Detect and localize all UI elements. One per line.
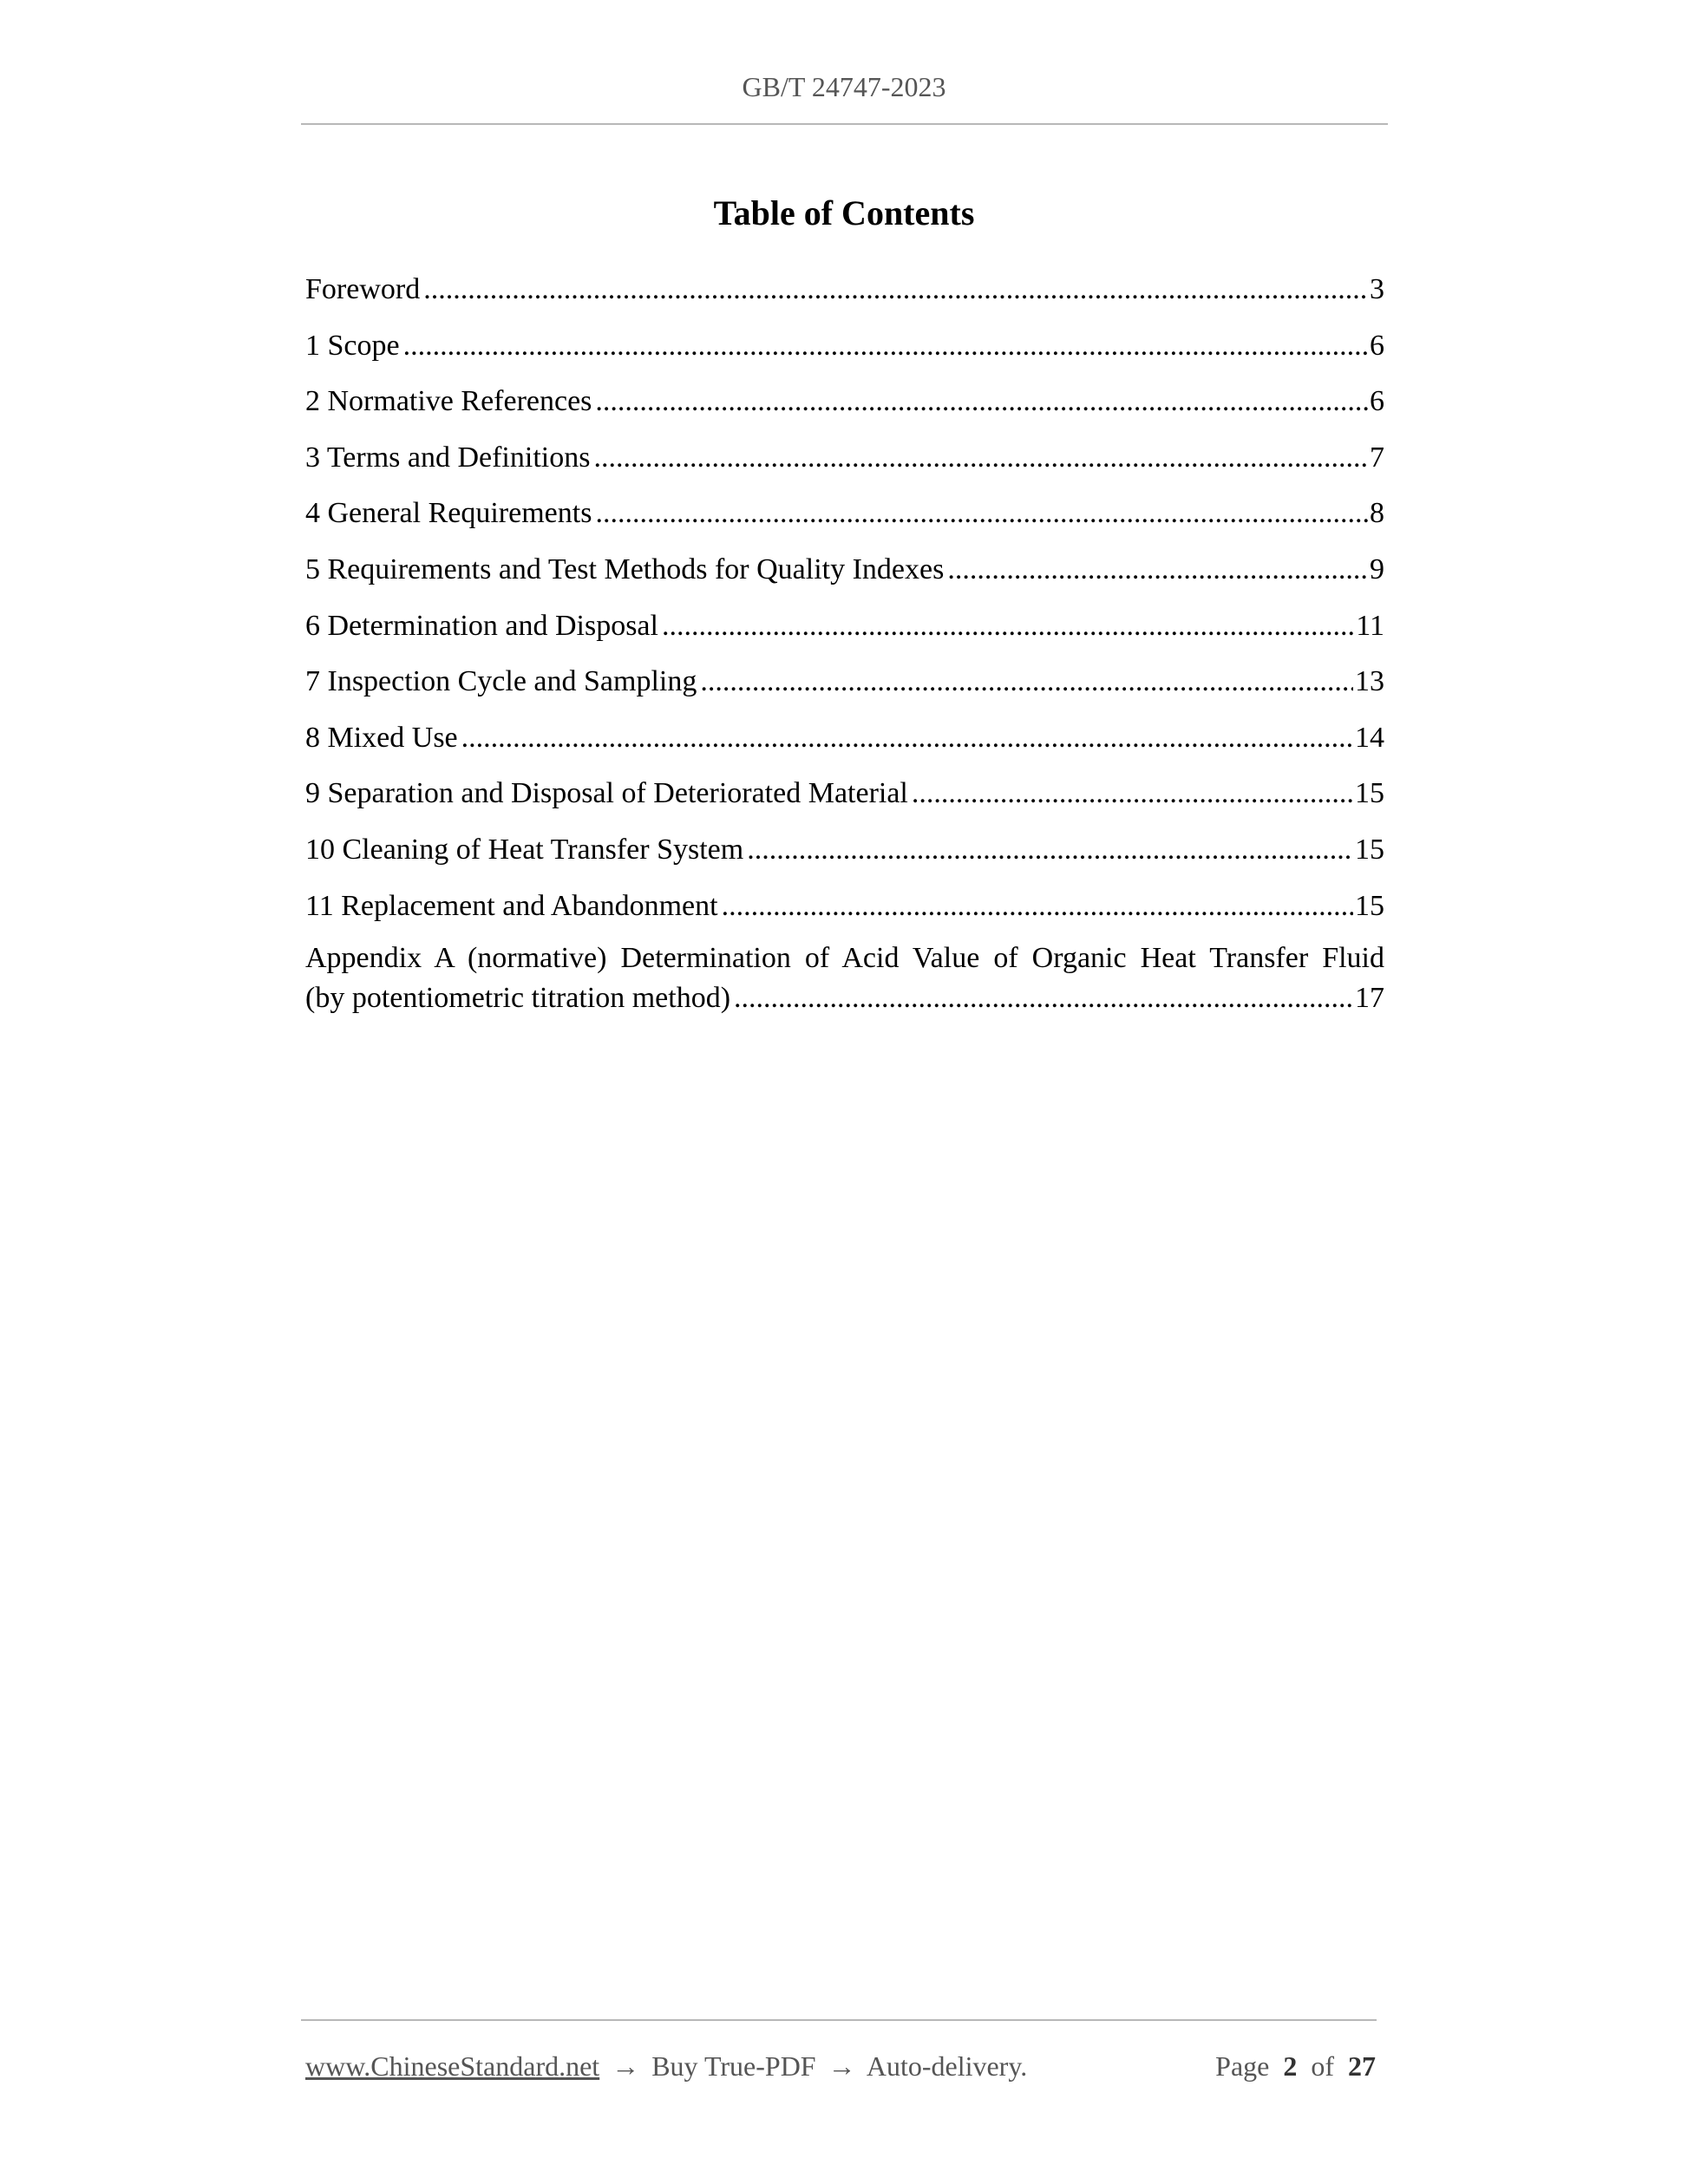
toc-entry-replacement[interactable]	[305, 883, 1384, 939]
page-current: 2	[1283, 2050, 1298, 2082]
toc-entry-label: 5 Requirements and Test Methods for Quality Indexes	[305, 553, 945, 585]
toc-entry-appendix-a[interactable]	[305, 938, 1384, 1018]
toc-entry-page: 11	[1356, 609, 1384, 642]
toc-entry-label: 4 General Requirements	[305, 497, 592, 530]
toc-entry-page: 7	[1370, 441, 1384, 474]
toc-entry-page: 6	[1370, 385, 1384, 418]
toc-entry-inspection-sampling[interactable]	[305, 658, 1384, 715]
toc-entry-page: 14	[1355, 721, 1384, 754]
toc-leader-dots	[662, 603, 1354, 650]
delivery-text: Auto-delivery.	[866, 2050, 1028, 2082]
toc-entry-cleaning[interactable]	[305, 827, 1384, 883]
toc-entry-page: 6	[1370, 329, 1384, 362]
toc-leader-dots	[734, 978, 1353, 1018]
page-header-doc-code: GB/T 24747-2023	[742, 71, 946, 102]
toc-leader-dots	[747, 827, 1353, 873]
toc-entry-label: Appendix A (normative) Determination of Acid Value of Organic Heat Transfer Fluid	[305, 942, 1384, 975]
page-of-label: of	[1311, 2050, 1334, 2082]
toc-entry-label: 6 Determination and Disposal	[305, 609, 658, 642]
toc-entry-normative-references[interactable]	[305, 378, 1384, 435]
site-link[interactable]: www.ChineseStandard.net	[305, 2050, 600, 2082]
toc-entry-page: 3	[1370, 273, 1384, 305]
toc-leader-dots	[595, 378, 1368, 425]
page-counter	[1215, 2047, 1376, 2085]
header-divider	[301, 123, 1388, 125]
toc-entry-determination-disposal[interactable]	[305, 603, 1384, 659]
arrow-right-icon: →	[612, 2050, 640, 2082]
toc-leader-dots	[700, 658, 1353, 705]
toc-entry-label: (by potentiometric titration method)	[305, 982, 731, 1015]
toc-entry-page: 9	[1370, 553, 1384, 585]
toc-leader-dots	[593, 435, 1368, 481]
page-label: Page	[1215, 2050, 1270, 2082]
toc-leader-dots	[912, 770, 1353, 817]
toc-entry-page: 13	[1355, 665, 1384, 698]
toc-entry-label: Foreword	[305, 273, 421, 305]
toc-entry-label: 7 Inspection Cycle and Sampling	[305, 665, 697, 698]
toc-entry-quality-indexes[interactable]	[305, 546, 1384, 603]
footer-divider	[301, 2019, 1377, 2021]
page-footer	[305, 2047, 1376, 2085]
toc-leader-dots	[403, 323, 1368, 369]
toc-leader-dots	[423, 266, 1368, 313]
toc-entry-page: 8	[1370, 497, 1384, 530]
toc-entry-page: 15	[1355, 833, 1384, 866]
arrow-right-icon: →	[828, 2050, 856, 2082]
toc-entry-page: 17	[1355, 982, 1384, 1015]
footer-left	[305, 2047, 1027, 2085]
toc-entry-label: 3 Terms and Definitions	[305, 441, 591, 474]
toc-list	[305, 266, 1384, 1018]
toc-leader-dots	[722, 883, 1353, 930]
toc-leader-dots	[595, 490, 1368, 537]
toc-entry-page: 15	[1355, 777, 1384, 810]
toc-entry-label-continued	[305, 978, 1384, 1018]
toc-leader-dots	[461, 715, 1353, 762]
toc-entry-scope[interactable]	[305, 323, 1384, 379]
toc-entry-label: 8 Mixed Use	[305, 721, 458, 754]
buy-text: Buy True-PDF	[651, 2050, 816, 2082]
toc-entry-label: 1 Scope	[305, 329, 400, 362]
toc-entry-label: 2 Normative References	[305, 385, 592, 418]
toc-entry-general-requirements[interactable]	[305, 490, 1384, 546]
page-total: 27	[1348, 2050, 1376, 2082]
toc-entry-label: 10 Cleaning of Heat Transfer System	[305, 833, 744, 866]
toc-entry-mixed-use[interactable]	[305, 715, 1384, 771]
toc-entry-foreword[interactable]	[305, 266, 1384, 323]
toc-title: Table of Contents	[713, 193, 975, 232]
toc-leader-dots	[947, 546, 1368, 593]
toc-entry-label: 9 Separation and Disposal of Deteriorated Material	[305, 777, 908, 810]
toc-entry-terms-definitions[interactable]	[305, 435, 1384, 491]
toc-entry-label: 11 Replacement and Abandonment	[305, 889, 718, 922]
toc-entry-page: 15	[1355, 889, 1384, 922]
toc-entry-separation-disposal[interactable]	[305, 770, 1384, 827]
